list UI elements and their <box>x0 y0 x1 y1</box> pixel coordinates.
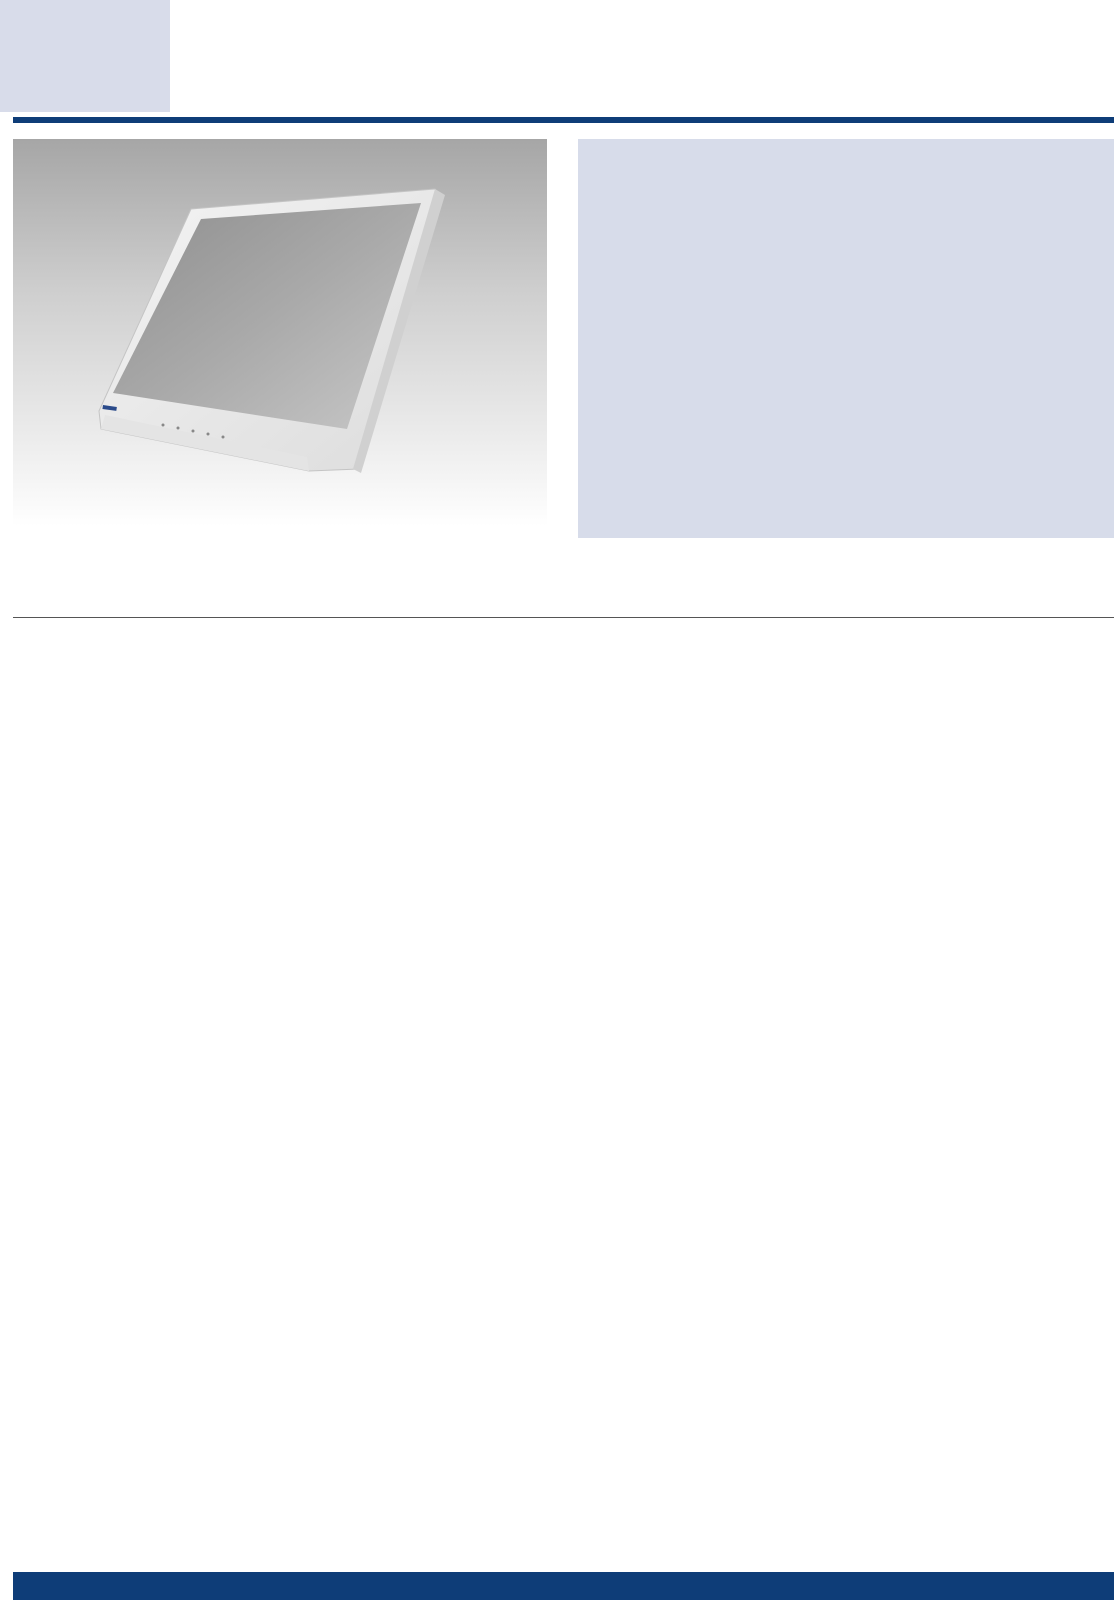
header-rule <box>13 117 1114 123</box>
title-accent <box>0 0 170 112</box>
monitor-illustration <box>13 139 547 526</box>
specifications-table <box>13 617 1114 1533</box>
features-panel <box>578 139 1114 538</box>
footer-bar <box>13 1572 1114 1600</box>
product-photo <box>13 139 547 526</box>
